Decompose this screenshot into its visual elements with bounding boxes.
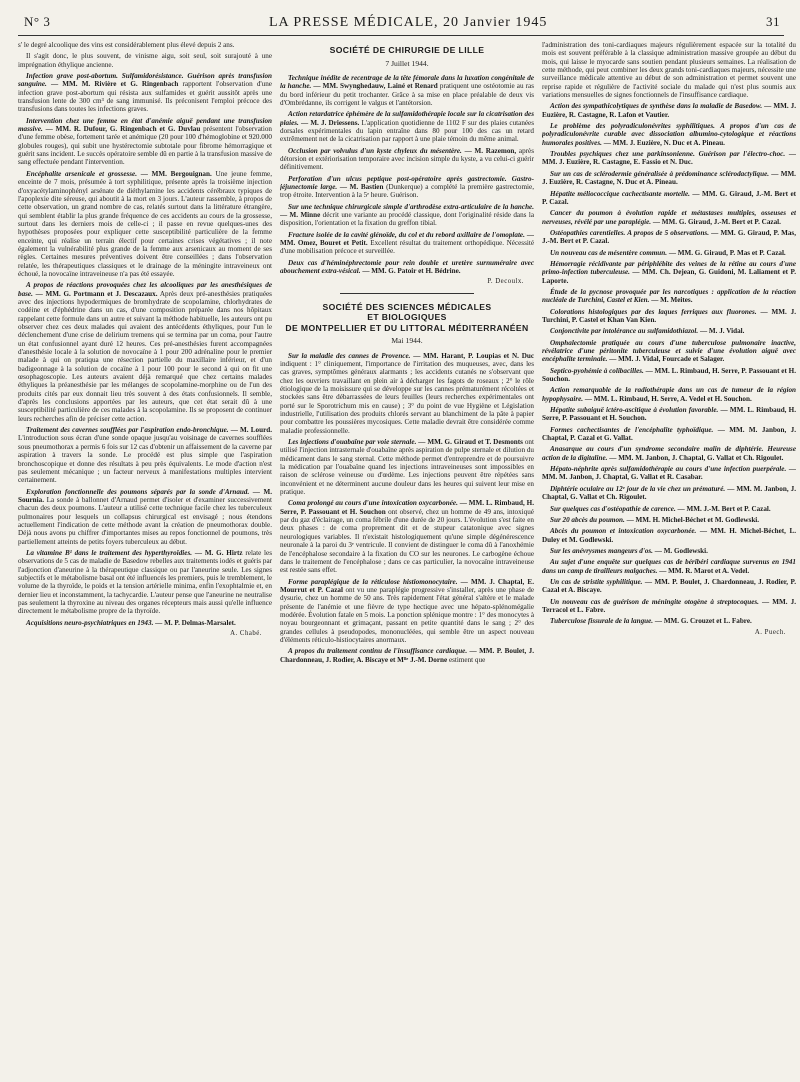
society-name-line: SOCIÉTÉ DES SCIENCES MÉDICALES	[322, 301, 492, 312]
article	[280, 259, 534, 276]
article-heading: Omphalectomie pratiquée au cours d'une tuberculose pulmonaire inactive, révélatrice d'une péritonite tuberculeuse et suivie d'une évolution aiguë avec encéphalite terminale.	[542, 338, 796, 364]
article-authors: — M. Bastien	[339, 182, 384, 191]
article-authors: — M. G. Hirtz	[194, 548, 243, 557]
society-name-line: DE MONTPELLIER ET DU LITTORAL MÉDITERRANÉEN	[285, 322, 529, 333]
article	[280, 110, 534, 143]
article	[280, 438, 534, 496]
article	[542, 339, 796, 364]
article	[280, 647, 534, 664]
article-heading: Traitement des cavernes soufflées par l'aspiration endo-bronchique.	[26, 426, 229, 435]
article-text: indiquent : 1° cliniquement, l'importance de l'irritation des muqueuses, avec, dans les cas graves, symptômes généraux alarmants ; les accidents cutanés ne s'observant que chez les ouvriers travaillant en plein air à décharger les fagots de roseaux ; 2° le rôle étiologique de la moisissure qui se développe sur les cannes prématurément récoltées et stockées sans être débarrassées de leurs feuilles (leurs recherches expérimentales ont porté sur le Sporotrichum mis en cause) ; 3° du point de vue Hygiène et Législation industrielle, l'utilisation des produits chlorés servant au blanchiment de la pâte à papier pour combattre les poussières mycosiques. Cette maladie devrait être considérée comme maladie professionnelle.	[280, 359, 534, 435]
article-authors: — M. J. Driessens.	[301, 118, 360, 127]
article-text: (Dunkerque) a complété la première gastrectomie, trop étroite. Intervention à la 5ᵉ heure. Guérison.	[280, 182, 534, 200]
article-text: pratiquent une ostéotomie au ras du bord inférieur du petit trochanter. Grâce à sa mise en place préalable de deux vis d'Ombrédanne, ils corrigent le valgus et l'antétorsion.	[280, 82, 534, 107]
society-heading	[280, 302, 534, 334]
article-authors: — M. Sournia.	[18, 487, 272, 504]
article-heading: Ostéopathies carentielles. A propos de 5 observations.	[550, 228, 709, 237]
article-authors: — MM. G. Portmann et J. Descazaux.	[35, 289, 158, 298]
article-text: L'application quotidienne de 1102 F sur des plaies cutanées dorsales expérimentales du lapin entraîne dans 80 pour 100 des cas un retard extrêmement net de la cicatrisation par rapport à une plaie témoin du même animal.	[280, 118, 534, 144]
article-text: Après deux pré-anesthésies pratiquées avec des injections hypodermiques de bromhydrate de scopolamine, chlorhydrates de codéine et d'éphédrine dans un cas, d'une composition préparée dans nos hôpitaux rappelant cette formule dans un autre et suivant la méthode habituelle, les auteurs ont pu observer chez ces deux malades qui avaient des antécédents éthyliques, pour l'un le déclenchement d'une crise de delirium tremens qui se termina par un coma, pour l'autre un état confusionnel ayant duré 12 heures. Ces pré-anesthésies furent accompagnées d'anesthésie locale à la solution de novocaïne à 1 pour 200 adrénaline pour le premier malade à qui on pratiqua une résection partielle du maxillaire inférieur, et d'un badigeonnage à la solution de cocaïne à 1 pour 100 pour le second à qui on fit une œsophagoscopie. Les auteurs avaient déjà remarqué que chez certains malades éthyliques la préanesthésie par les mélanges de scopolamine-morphine ou de l'un des produits cités par eux donnait lieu très souvent à des états confusionnels. Il semble, d'après les conclusions apportées par les auteurs, que cet état serait dû à une susceptibilité particulière de ces malades à la scopolamine. Ils se proposent de continuer leurs recherches afin de préciser cette action.	[18, 289, 272, 423]
article	[542, 485, 796, 502]
article	[18, 281, 272, 423]
article-heading: Technique inédite de recentrage de la tête fémorale dans la luxation congénitale de la hanche.	[280, 73, 534, 91]
article-authors: — M. Minne	[280, 211, 321, 219]
article-text: relate les observations de 5 cas de maladie de Basedow rebelles aux traitements iodés et guéris par l'adjonction d'aneurine à la thérapeutique classique ou par l'aneurine seule. Les signes subjectifs et le métabolisme basal ont été influencés les premiers, puis le tremblement, le volume de la thyroïde, le poids et la tension artérielle minima, enfin l'exophtalmie et, en dernier lieu et inconstamment, la tachycardie. L'auteur pense que l'aneurine ne neutralise pas seulement la thyroxine au niveau des organes récepteurs mais aussi qu'elle influence directement le métabolisme propre de la thyroïde.	[18, 548, 272, 616]
article-text: estiment que	[448, 655, 486, 664]
article-heading: Infection grave post-abortum. Sulfamidorésistance. Guérison après transfusion sanguine.	[18, 72, 272, 89]
article-authors: — MM. L. Rimbaud, H. Serre, P. Passouant et H. Souchon	[280, 499, 534, 516]
article	[542, 558, 796, 575]
article-authors: — M. Lourd.	[230, 426, 272, 435]
article-heading: Sur 20 abcès du poumon.	[550, 515, 625, 524]
article-heading: Action retardatrice éphémère de la sulfamidothérapie locale sur la cicatrisation des plaies.	[280, 110, 534, 127]
article-heading: Un cas de stristite syphilitique.	[550, 577, 643, 586]
article-authors: — MM. H. Michel-Béchet, L. Duley et M. Godlewski.	[542, 527, 796, 544]
article	[280, 499, 534, 574]
society-name-line: ET BIOLOGIQUES	[367, 312, 447, 323]
article	[542, 249, 796, 257]
article-authors: — MM. P. Boulet, J. Chardonneau, J. Rodier, A. Biscaye et Mˡˡᵉ J.-M. Dorne	[280, 647, 534, 664]
article-heading: Sur quelques cas d'ostéopathie de carence.	[550, 504, 676, 513]
article	[542, 386, 796, 403]
article-authors: — MM. G. Giraud, J.-M. Bert et P. Cazal.	[542, 189, 796, 206]
article	[542, 465, 796, 482]
article	[542, 527, 796, 544]
article	[542, 367, 796, 384]
article-authors: — MM. J. Euzière, R. Castagne, E. Fassio et N. Duc.	[542, 150, 796, 167]
article-authors: — M. Razemon,	[464, 146, 517, 155]
article-heading: Perforation d'un ulcus peptique post-opératoire après gastrectomie. Gastro-jéjunectomie large.	[280, 174, 534, 191]
article-text: Excellent résultat du traitement orthopédique. Nécessité d'une mobilisation précoce et surveillée.	[280, 239, 534, 256]
article-heading: Étude de la pycnose provoquée par les narcotiques : application de la réaction nucléale de Turchini, Castel et Kien.	[542, 287, 796, 305]
article-authors: — M. Godlewski.	[654, 546, 708, 555]
article-authors: — M. J. Vidal.	[699, 327, 745, 336]
article-heading: Anasarque au cours d'un syndrome secondaire malin de diphtérie. Heureuse action de la digitaline.	[542, 445, 796, 462]
signature: A. Chabé.	[230, 630, 262, 638]
article-heading: Sur la maladie des cannes de Provence.	[288, 351, 411, 360]
article	[542, 102, 796, 119]
society-name: SOCIÉTÉ DE CHIRURGIE DE LILLE	[329, 45, 485, 55]
article-authors: — MM. G. Patoir et H. Bédrine.	[362, 267, 461, 276]
article	[542, 547, 796, 555]
article-authors: — MM. J.-M. Bert et P. Cazal.	[677, 504, 771, 513]
session-date: Mai 1944.	[391, 336, 423, 346]
article-text: L'introduction sous écran d'une sonde opaque jusqu'au voisinage de cavernes soufflées sous pneumothorax a permis 6 fois sur 12 cas d'obtenir un affaissement de la caverne par aspiration à travers la sonde. Le procédé est plus simple que l'aspiration bronchoscopique et donne des résultats à peu près équivalents. Le mode d'action n'est pas seulement mécanique ; un facteur nerveux à manifestations multiples intervient certainement.	[18, 434, 272, 485]
article-heading: Intervention chez une femme en état d'anémie aiguë pendant une transfusion massive.	[18, 116, 272, 134]
article-authors: — MM. Bergouignan.	[140, 169, 212, 178]
article	[280, 74, 534, 107]
article-authors: — MM. G. Giraud, P. Mas et P. Cazal.	[668, 248, 786, 257]
article-authors: — M. Meites.	[651, 296, 693, 305]
article	[542, 327, 796, 335]
article-heading: Septico-pyohémie à colibacilles.	[550, 366, 644, 375]
article-text: présentent l'observation d'une femme obèse, fortement tarée et anémique (20 pour 100 d'hémoglobine et 920.000 globules rouges), qui subit une hystérectomie subtotale pour fibrome hémorragique et guérit sans incident. Le succès opératoire semble dû en partie à la transfusion massive de sang effectuée pendant l'intervention.	[18, 125, 272, 167]
article-text: ont vu une paraplégie progressive s'installer, après une phase de dysurie, chez un homme de 50 ans. Très rapidement l'état général s'altère et le malade présente de l'anémie et une fièvre de type hectique avec une hépato-splénomégalie modérée. Évolution fatale en 5 mois. La ponction splénique montre : 1° des monocytes à noyau bourgeonnant et grimaçant, passant en petite quantité dans le sang ; 2° des grandes cellules à pseudopodes, mononucléées, qui semble être un aspect nouveau d'éléments réticulo-histiocytaires anormaux.	[280, 585, 534, 644]
session-date: 7 Juillet 1944.	[385, 58, 429, 68]
article-heading: Forme paraplégique de la réticulose histiomonocytaire.	[288, 577, 458, 586]
intro-paragraph: s' le degré alcoolique des vins est considérablement plus élevé depuis 2 ans.	[18, 41, 235, 49]
signature: A. Puech.	[754, 628, 786, 636]
article-heading: Fracture isolée de la cavité glénoïde, du col et du rebord axillaire de l'omoplate.	[288, 230, 525, 239]
article-authors: — MM. J. Terracol et L. Fabre.	[542, 597, 796, 614]
article	[542, 122, 796, 147]
article	[280, 231, 534, 256]
header-rule	[18, 35, 784, 36]
section-divider	[340, 293, 474, 294]
article	[280, 578, 534, 645]
issue-number: N° 3	[24, 14, 51, 29]
article	[542, 578, 796, 595]
article	[18, 426, 272, 484]
article-heading: Un nouveau cas de mésentère commun.	[550, 248, 668, 257]
article	[542, 505, 796, 513]
article-heading: La vitamine B¹ dans le traitement des hyperthyroïdies.	[26, 548, 193, 557]
article-authors: — MM. J. Chaptal, E. Mourrut et P. Cazal	[280, 577, 534, 594]
article-heading: Sur une technique chirurgicale simple d'arthrodèse extra-articulaire de la hanche.	[288, 202, 534, 211]
article-heading: Encéphalite arsenicale et grossesse.	[26, 169, 138, 178]
article	[18, 488, 272, 546]
article-authors: — MM. G. Giraud et T. Desmonts	[418, 438, 523, 447]
article	[18, 117, 272, 167]
article-authors: — MM. J. Turchini, P. Castel et Khan Van Kien.	[542, 307, 796, 324]
article	[542, 260, 796, 285]
article-heading: Exploration fonctionnelle des poumons séparés par la sonde d'Arnaud.	[26, 487, 250, 496]
article-authors: — MM. J. Euzière, R. Castagne, N. Duc et A. Pineau.	[542, 169, 796, 187]
article	[280, 147, 534, 172]
article-heading: Le problème des polyradiculonévrites syphilitiques. A propos d'un cas de polyradiculonévrite curable avec dissociation albumino-cytologique et réactions humorales positives.	[542, 122, 796, 147]
article-authors: — MM. P. Boulet, J. Chardonneau, J. Rodier, P. Cazal et A. Biscaye.	[542, 577, 796, 595]
article-authors: — MM. R. Dufour, G. Ringenbach et G. Duvlau	[45, 125, 201, 134]
article-authors: — MM. G. Giraud, J.-M. Bert et P. Cazal.	[652, 217, 781, 226]
article-authors: — MM. M. Janbon, J. Chaptal, G. Vallat et R. Casabar.	[542, 465, 796, 482]
column-3	[542, 41, 796, 1079]
article	[542, 190, 796, 207]
article-authors: — MM. H. Michel-Béchet et M. Godlewski.	[626, 515, 760, 524]
article-heading: Sur les anévrysmes mangeurs d'os.	[550, 546, 653, 555]
article-authors: — MM. M. Rivière et G. Ringenbach	[50, 80, 179, 89]
article-heading: Tuberculose fissurale de la langue.	[550, 617, 654, 626]
article-heading: Un nouveau cas de guérison de méningite otogène à streptocoques.	[550, 597, 759, 606]
article-heading: Abcès du poumon et intoxication oxycarbonée.	[550, 527, 697, 536]
article	[542, 617, 796, 625]
article-authors: — MM. J. Euzière, R. Castagne, R. Lafon et Vautier.	[542, 102, 796, 119]
article-authors: — MM. Harant, P. Loupias et N. Duc	[413, 351, 534, 360]
article-text: après détorsion et extériorisation temporaire avec incision simple du kyste, a vu celui-ci guérir définitivement.	[280, 146, 534, 172]
article	[280, 175, 534, 200]
article	[280, 352, 534, 435]
article-authors: — MM. L. Rimbaud, H. Serre, P. Passouant et H. Souchon.	[542, 366, 796, 384]
article-authors: — MM. Omez, Bouret et Petit.	[280, 230, 534, 248]
article-heading: Au sujet d'une enquête sur quelques cas de béribéri cardiaque survenus en 1941 dans un camp de tirailleurs malgaches.	[542, 558, 796, 575]
article-heading: Conjonctivite par intolérance au sulfamidothiazol.	[550, 327, 699, 336]
journal-title: LA PRESSE MÉDICALE, 20 Janvier 1945	[268, 15, 548, 30]
article-authors: — MM. G. Crouzet et L. Fabre.	[654, 617, 752, 626]
article-heading: Hépatite méliococcique cachectisante mortelle.	[550, 189, 690, 198]
columns	[18, 41, 796, 1079]
article	[18, 170, 272, 278]
article-authors: — MM. M. Janbon, J. Chaptal, G. Vallat et Ch. Rigoulet.	[542, 484, 796, 502]
article-authors: — MM. R. Marot et A. Vedel.	[659, 566, 750, 575]
page-header	[18, 14, 784, 35]
article	[542, 150, 796, 167]
article	[542, 598, 796, 615]
article	[18, 72, 272, 114]
article-text: ont utilisé l'injection intrasternale d'ouabaïne après aspiration de pulpe sternale et dilution du médicament dans le sang sternal. Cette méthode permet d'entreprendre et de poursuivre la médication par l'ouabaïne quand les injections intraveineuses sont impossibles en raison de sclérose veineuse ou d'œdème. Les injections peuvent être répétées sans inconvénient et ne déterminent aucune douleur dans les heures qui suivent leur mise en pratique.	[280, 438, 534, 497]
article	[542, 170, 796, 187]
article-authors: — MM. L. Rimbaud, H. Serre, P. Passouant et H. Souchon.	[542, 406, 796, 423]
article	[542, 445, 796, 462]
signature: P. Decoulx.	[487, 278, 524, 286]
article-heading: Colorations histologiques par des laques ferriques aux fluorones.	[550, 307, 757, 316]
article-heading: Acquisitions neuro-psychiatriques en 1943.	[26, 618, 154, 627]
article	[542, 516, 796, 524]
article	[542, 209, 796, 226]
article-text: décrit une variante au procédé classique, dont l'originalité réside dans la disposition, l'orientation et la fixation du greffon tibial.	[280, 211, 534, 228]
article-heading: Hémorragie récidivante par périphlébite des veines de la rétine au cours d'une primo-infection tuberculeuse.	[542, 259, 796, 277]
article-authors: — M. P. Delmas-Marsalet.	[155, 618, 236, 627]
article-heading: A propos de réactions provoquées chez les alcooliques par les anesthésiques de base.	[18, 281, 272, 298]
article-text: rapportent l'observation d'une infection grave post-abortum qui résista aux sulfamides et guérit aussitôt après une transfusion lente de 300 cm³ de sang immunisé. Ils préconisent l'emploi précoce des transfusions dans toutes les infections graves.	[18, 80, 272, 114]
article-text: ont observé, chez un homme de 49 ans, intoxiqué par du gaz d'éclairage, un coma fébrile d'une durée de 20 jours. L'évolution s'est faite en deux phases : de coma proprement dit et de stupeur catatonique avec signes neurologiques variables. Il n'existait histologiquement qu'une simple dégénérescence neuronale à la paroi du 3ᵉ ventricule. Il convient de distinguer le coma dû à l'anoxhémie de l'encéphalose secondaire à la fixation du CO sur les neurones. Le carbogène échoue dans le traitement de l'encéphalose ; dans ce cas particulier, la novocaïne intraveineuse est restée sans effet.	[280, 507, 534, 575]
article-heading: Troubles psychiques chez une parkinsonienne. Guérison par l'électro-choc.	[550, 150, 786, 159]
article-authors: — MM. Ch. Dejean, G. Guidoni, M. Laliament et P. Laporte.	[542, 268, 796, 285]
article-heading: Coma prolongé au cours d'une intoxication oxycarbonée.	[288, 499, 458, 508]
article	[18, 619, 272, 627]
column-2	[280, 41, 534, 1079]
article	[542, 288, 796, 305]
article-authors: — MM. G. Giraud, P. Mas, J.-M. Bert et P. Cazal.	[542, 228, 796, 246]
article-authors: — MM. L. Rimbaud, H. Serre, A. Vedel et H. Souchon.	[584, 394, 752, 403]
article-authors: — MM. M. Janbon, J. Chaptal, G. Vallat et Ch. Rigoulet.	[609, 453, 784, 462]
intro-paragraph: Il s'agit donc, le plus souvent, de vinisme aigu, soit seul, soit surajouté à une imprégnation éthylique ancienne.	[18, 52, 272, 69]
article-heading: Deux cas d'héminéphrectomie pour rein double et uretère surnuméraire avec abouchement extra-vésical.	[280, 258, 534, 276]
article	[542, 229, 796, 246]
article-heading: Cancer du poumon à évolution rapide et métastases multiples, osseuses et nerveuses, révélé par une paraplégie.	[542, 209, 796, 226]
intro-paragraph: l'administration des toni-cardiaques majeurs régulièrement espacée sur la totalité du mois est souvent préférable à la classique administration massive groupée au début du mois, qui laisse le myocarde sans soutien pendant plusieurs semaines. La réalisation de cette méthode, qui peut combiner les deux grands toni-cardiaques majeurs, nécessite une surveillance médicale attentive au début de son administration et permet souvent une reprise rapide et régulière de l'activité sociale du malade qui n'est plus soumis aux variations mensuelles de signes fonctionnels de l'insuffisance cardiaque.	[542, 41, 796, 100]
article-authors: — MM. Swynghedauw, Lainé et Renard	[313, 82, 438, 91]
article	[542, 308, 796, 325]
article-heading: Occlusion par volvulus d'un kyste chyleux du mésentère.	[288, 146, 462, 155]
article-heading: Formes cachectisantes de l'encéphalite typhoïdique.	[550, 425, 714, 434]
article-authors: — MM. J. Vidal, Fourcade et Salager.	[609, 355, 725, 364]
article-heading: A propos du traitement continu de l'insuffisance cardiaque.	[288, 647, 468, 656]
society-heading	[280, 45, 534, 56]
article-heading: Action remarquable de la radiothérapie dans un cas de tumeur de la région hypophysaire.	[542, 386, 796, 403]
article	[280, 203, 534, 228]
article	[542, 406, 796, 423]
article-heading: Sur un cas de sclérodermie généralisée à prédominance sclérodactylique.	[550, 169, 770, 178]
article-text: La sonde à ballonnet d'Arnaud permet d'isoler et d'examiner successivement chacun des deux poumons. L'auteur a utilisé cette technique facile chez les tuberculeux pulmonaires pour lesquels un collapsus chirurgical est envisagé ; nous étendons actuellement l'indication de cette méthode avant la création de pneumothorax double. Déjà nous avons pu chiffrer d'importantes mises au repos fonctionnel de poumons, très partiellement atteints de petits foyers tuberculeux au début.	[18, 495, 272, 546]
article-authors: — MM. M. Janbon, J. Chaptal, P. Cazal et G. Vallat.	[542, 425, 796, 443]
article	[18, 549, 272, 616]
article-heading: Les injections d'ouabaïne par voie sternale.	[288, 438, 417, 447]
page-number: 31	[765, 14, 780, 29]
article-heading: Hépato-néphrite après sulfamidothérapie au cours d'une infection puerpérale.	[550, 465, 787, 474]
article	[542, 426, 796, 443]
article-heading: Diphtérie oculaire au 12ᵉ jour de la vie chez un prématuré.	[550, 484, 726, 493]
article-heading: Hépatite subaiguë ictéro-ascitique à évolution favorable.	[550, 406, 719, 415]
article-heading: Action des sympathicolytiques de synthèse dans la maladie de Basedow.	[550, 102, 763, 111]
article-text: Une jeune femme, enceinte de 7 mois, présumée à tort syphilitique, présente après la troisième injection d'oxyacétylaminophényl arsénate de diéthylamine les accidents cérébraux typiques de l'apoplexie dite séreuse, qui aboutit à la mort en 3 jours. L'auteur rassemble, à propos de cette observation, un grand nombre de cas, relatés surtout dans la littérature étrangère, qui semblent établir la plus grande fréquence de ces accidents au cours de la grossesse, surtout dans les derniers mois de celle-ci ; il passe en revue quelques-unes des hypothèses proposées pour expliquer cette susceptibilité particulière de la femme enceinte, qui réalise un terrain électif pour certaines crises végétatives ; il note également la vulnérabilité plus grande de la femme aux arsenicaux au moment de ses règles. Certaines mesures préventives doivent être conseillées ; dans l'observation relatée, les thérapeutiques classiques et le drainage de la méningite intraveineux ont échoué, la novocaïne intraveineuse n'a pas été essayée.	[18, 169, 272, 278]
article-authors: — MM. J. Euzière, N. Duc et A. Pineau.	[603, 138, 725, 147]
column-1	[18, 41, 272, 1079]
